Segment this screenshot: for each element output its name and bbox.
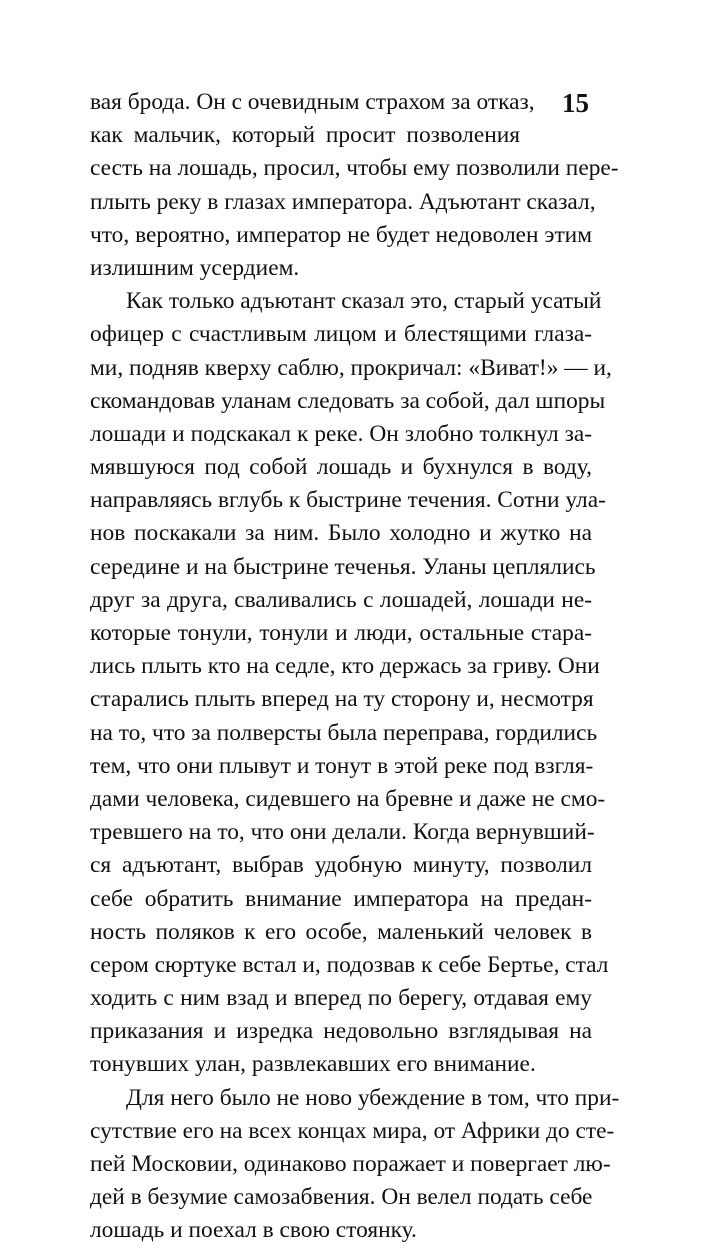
text-line: дей в безумие самозабвения. Он велел подать себе	[90, 1184, 593, 1211]
text-line: что, вероятно, император не будет недоволен этим	[90, 221, 592, 248]
text-line: дами человека, сидевшего на бревне и даже не смо-	[90, 785, 606, 812]
text-line: сесть на лошадь, просил, чтобы ему позволили пере-	[90, 155, 619, 182]
text-line: пей Московии, одинаково поражает и повергает лю-	[90, 1151, 611, 1177]
text-line: которые тонули, тонули и люди, остальные стара-	[90, 620, 592, 646]
body-text	[90, 86, 620, 1248]
text-line: друг за друга, сваливались с лошадей, лошади не-	[90, 586, 592, 613]
text-line: ми, подняв кверху саблю, прокричал: «Виват!» — и,	[90, 354, 612, 381]
text-line: офицер с счастливым лицом и блестящими глаза-	[90, 321, 592, 348]
text-line: плыть реку в глазах императора. Адъютант сказал,	[90, 188, 596, 215]
text-line: сером сюртуке встал и, подозвав к себе Бертье, стал	[90, 951, 609, 978]
text-line: вая брода. Он с очевидным страхом за отказ,	[90, 89, 535, 115]
text-line: середине и на быстрине теченья. Уланы цеплялись	[90, 553, 596, 580]
text-line: направляясь вглубь к быстрине течения. Сотни ула-	[90, 487, 606, 514]
text-line: тем, что они плывут и тонут в этой реке под взгля-	[90, 752, 594, 779]
text-line: как мальчик, который просит позволения	[90, 122, 520, 149]
text-line: лошади и подскакал к реке. Он злобно толкнул за-	[90, 420, 592, 447]
text-line: Как только адъютант сказал это, старый усатый	[126, 288, 602, 315]
paragraph	[90, 1082, 620, 1248]
text-line: излишним усердием.	[90, 254, 300, 281]
text-line: Для него было не ново убеждение в том, что при-	[126, 1084, 620, 1111]
page-number: 15	[562, 88, 589, 118]
text-line: старались плыть вперед на ту сторону и, несмотря	[90, 686, 594, 713]
text-line: лошадь и поехал в свою стоянку.	[90, 1217, 417, 1244]
text-line: скомандовав уланам следовать за собой, дал шпоры	[90, 387, 606, 414]
text-line: ся адъютант, выбрав удобную минуту, позволил	[90, 852, 592, 879]
text-line: лись плыть кто на седле, кто держась за гриву. Они	[90, 653, 600, 680]
text-line: ность поляков к его особе, маленький человек в	[90, 918, 592, 945]
paragraph	[90, 285, 612, 1082]
text-line: мявшуюся под собой лошадь и бухнулся в воду,	[90, 454, 592, 481]
text-line: ходить с ним взад и вперед по берегу, отдавая ему	[90, 985, 592, 1012]
text-line: тонувших улан, развлекавших его внимание.	[90, 1051, 536, 1078]
text-line: тревшего на то, что они делали. Когда вернувший-	[90, 819, 595, 846]
text-line: сутствие его на всех концах мира, от Африки до сте-	[90, 1117, 615, 1144]
text-line: нов поскакали за ним. Было холодно и жутко на	[90, 520, 592, 547]
text-line: на то, что за полверсты была переправа, гордились	[90, 719, 598, 746]
text-line: приказания и изредка недовольно взглядывая на	[90, 1018, 592, 1045]
paragraph	[90, 86, 619, 285]
text-line: себе обратить внимание императора на предан-	[90, 885, 592, 912]
